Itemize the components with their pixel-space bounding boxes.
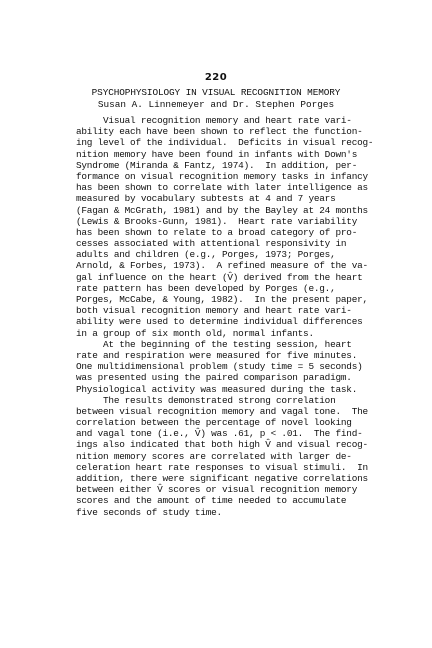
page-number: 220 <box>204 72 228 83</box>
body-line: One multidimensional problem (study time = 5 seconds) <box>76 361 363 373</box>
body-line: was presented using the paired comparison paradigm. <box>76 372 352 384</box>
body-line: ability were used to determine individual differences <box>76 316 363 328</box>
paper-authors: Susan A. Linnemeyer and Dr. Stephen Porges <box>97 99 335 110</box>
paper-title: PSYCHOPHYSIOLOGY IN VISUAL RECOGNITION MEMORY <box>91 87 341 98</box>
body-line: rate pattern has been developed by Porges (e.g., <box>76 282 336 294</box>
body-line: Syndrome (Miranda & Fantz, 1974). In addition, per- <box>76 159 358 171</box>
body-line: five seconds of study time. <box>76 506 222 518</box>
body-line: (Fagan & McGrath, 1981) and by the Bayley at 24 months <box>76 204 368 216</box>
body-line: The results demonstrated strong correlation <box>76 394 336 406</box>
body-line: measured by vocabulary subtests at 4 and 7 years <box>76 193 336 205</box>
body-line: Visual recognition memory and heart rate vari- <box>76 115 352 126</box>
body-line: gal influence on the heart (V̂) derived from the heart <box>76 271 363 283</box>
body-line: cesses associated with attentional responsivity in <box>76 238 347 250</box>
body-line: Porges, McCabe, & Young, 1982). In the present paper, <box>76 294 368 305</box>
body-line: Physiological activity was measured during the task. <box>76 383 358 395</box>
body-line: correlation between the percentage of novel looking <box>76 417 352 429</box>
abstract-body <box>76 115 386 518</box>
body-line: (Lewis & Brooks-Gunn, 1981). Heart rate variability <box>76 215 358 227</box>
body-line: rate and respiration were measured for five minutes. <box>76 349 358 361</box>
body-line: between either V̂ scores or visual recognition memory <box>76 484 358 496</box>
body-line: addition, there were significant negative correlations <box>76 473 368 484</box>
body-line: between visual recognition memory and vagal tone. The <box>76 405 368 417</box>
body-line: formance on visual recognition memory tasks in infancy <box>76 170 368 182</box>
body-line: has been shown to correlate with later intelligence as <box>76 182 368 194</box>
body-line: ability each have been shown to reflect the function- <box>76 126 363 138</box>
body-line: Arnold, & Forbes, 1973). A refined measure of the va- <box>76 260 368 272</box>
body-line: ings also indicated that both high V̂ and visual recog- <box>76 439 368 451</box>
body-line: and vagal tone (i.e., V̂) was .61, p < .01. The find- <box>76 428 363 440</box>
body-line: scores and the amount of time needed to accumulate <box>76 495 347 507</box>
body-line: nition memory scores are correlated with larger de- <box>76 450 352 462</box>
body-line: both visual recognition memory and heart rate vari- <box>76 305 352 317</box>
body-line: ing level of the individual. Deficits in visual recog- <box>76 137 374 149</box>
body-line: At the beginning of the testing session, heart <box>76 338 352 350</box>
body-line: in a group of six month old, normal infants. <box>76 327 314 339</box>
body-line: nition memory have been found in infants with Down's <box>76 148 358 160</box>
body-line: adults and children (e.g., Porges, 1973; Porges, <box>76 249 336 261</box>
body-line: celeration heart rate responses to visual stimuli. In <box>76 461 368 473</box>
body-line: has been shown to relate to a broad category of pro- <box>76 226 358 238</box>
